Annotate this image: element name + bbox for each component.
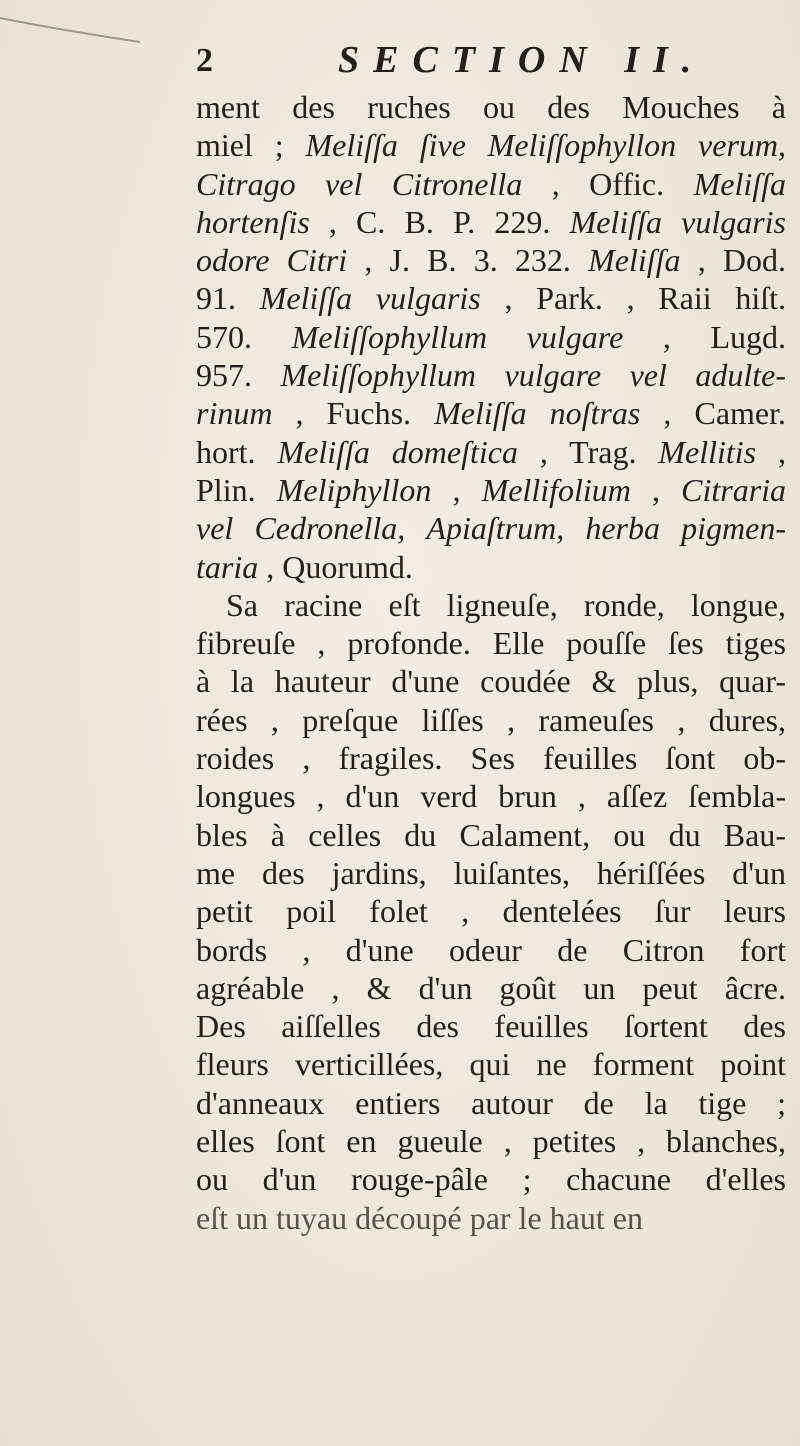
body-text bbox=[196, 88, 786, 1237]
text-line: bords , d'une odeur de Citron fort bbox=[196, 931, 786, 968]
text-line: Des aiſſelles des feuilles ſortent des bbox=[196, 1008, 786, 1045]
text-line: fibreuſe , profonde. Elle pouſſe ſes tiges bbox=[196, 625, 786, 662]
text-line: petit poil folet , dentelées ſur leurs bbox=[196, 893, 786, 930]
text-line: vel Cedronella, Apiaſtrum, herba pigmen- bbox=[196, 510, 787, 547]
text-line: 570. Meliſſophyllum vulgare , Lugd. bbox=[196, 318, 786, 355]
text-line: roides , fragiles. Ses feuilles ſont ob- bbox=[196, 740, 786, 777]
text-line: d'anneaux entiers autour de la tige ; bbox=[196, 1084, 786, 1121]
running-head: SECTION II. bbox=[338, 39, 706, 81]
page-header bbox=[196, 38, 796, 88]
text-line: à la hauteur d'une coudée & plus, quar- bbox=[196, 663, 786, 700]
text-line: rées , preſque liſſes , rameuſes , dures, bbox=[196, 701, 786, 738]
text-line: 91. Meliſſa vulgaris , Park. , Raii hiſt. bbox=[196, 280, 786, 317]
text-line: Sa racine eſt ligneuſe, ronde, longue, bbox=[226, 586, 786, 623]
text-line: Plin. Meliphyllon , Mellifolium , Citraria bbox=[196, 471, 787, 508]
text-line: elles ſont en gueule , petites , blanches, bbox=[196, 1123, 786, 1160]
text-line: hort. Meliſſa domeſtica , Trag. Mellitis , bbox=[196, 433, 787, 470]
text-line: rinum , Fuchs. Meliſſa noſtras , Camer. bbox=[196, 395, 787, 432]
text-line: me des jardins, luiſantes, hériſſées d'un bbox=[196, 854, 786, 891]
text-line: fleurs verticillées, qui ne forment point bbox=[196, 1046, 786, 1083]
text-line: odore Citri , J. B. 3. 232. Meliſſa , Dod. bbox=[196, 242, 787, 279]
text-line: longues , d'un verd brun , aſſez ſembla- bbox=[196, 778, 786, 815]
text-line: bles à celles du Calament, ou du Bau- bbox=[196, 816, 786, 853]
text-line: taria , Quorumd. bbox=[196, 548, 413, 585]
page-number: 2 bbox=[196, 42, 213, 79]
text-line: hortenſis , C. B. P. 229. Meliſſa vulgaris bbox=[196, 203, 787, 240]
text-line: eſt un tuyau découpé par le haut en bbox=[196, 1199, 643, 1236]
text-line: agréable , & d'un goût un peut âcre. bbox=[196, 969, 786, 1006]
text-line: 957. Meliſſophyllum vulgare vel adulte- bbox=[196, 357, 787, 394]
page-corner-shadow bbox=[0, 0, 150, 60]
text-line: ou d'un rouge-pâle ; chacune d'elles bbox=[196, 1161, 786, 1198]
text-line: miel ; Meliſſa ſive Meliſſophyllon verum, bbox=[196, 127, 787, 164]
text-line: ment des ruches ou des Mouches à bbox=[196, 89, 786, 125]
text-line: Citrago vel Citronella , Offic. Meliſſa bbox=[196, 165, 787, 202]
